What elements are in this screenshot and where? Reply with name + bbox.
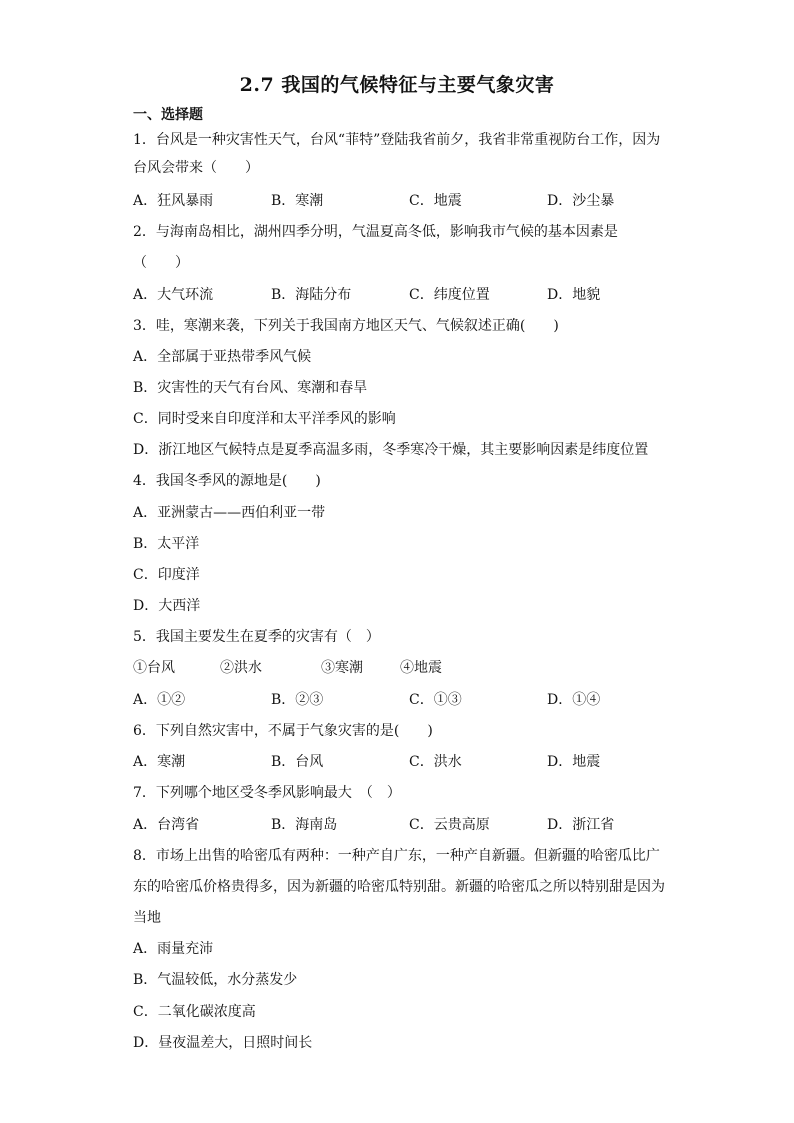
question-2-option-c: C．纬度位置 [409, 287, 490, 303]
question-5-option-a: A．①② [133, 692, 186, 708]
question-3-line-1: 3．哇，寒潮来袭，下列关于我国南方地区天气、气候叙述正确( ) [133, 318, 559, 334]
question-6-option-b: B．台风 [271, 754, 324, 770]
question-2-option-b: B．海陆分布 [271, 287, 352, 303]
question-7-option-b: B．海南岛 [271, 817, 338, 833]
question-8-option-c: C．二氧化碳浓度高 [133, 1004, 256, 1020]
question-3-option-d: D．浙江地区气候特点是夏季高温多雨，冬季寒冷干燥，其主要影响因素是纬度位置 [133, 442, 649, 458]
question-2-line-2: （ ） [133, 255, 189, 271]
page-title: 2.7 我国的气候特征与主要气象灾害 [239, 74, 555, 96]
question-7-option-a: A．台湾省 [133, 817, 200, 833]
question-7-line-1: 7．下列哪个地区受冬季风影响最大 （ ） [133, 785, 401, 801]
question-6-line-1: 6．下列自然灾害中，不属于气象灾害的是( ) [133, 723, 433, 739]
question-8-option-d: D．昼夜温差大，日照时间长 [133, 1035, 313, 1051]
question-4-option-b: B．太平洋 [133, 536, 200, 552]
question-5-item-1: ①台风 [133, 660, 175, 676]
question-8-option-a: A．雨量充沛 [133, 941, 214, 957]
question-1-option-d: D．沙尘暴 [547, 193, 615, 209]
question-5-item-4: ④地震 [400, 660, 442, 676]
question-3-option-b: B．灾害性的天气有台风、寒潮和春旱 [133, 380, 368, 396]
question-5-item-2: ②洪水 [220, 660, 262, 676]
question-4-option-d: D．大西洋 [133, 598, 201, 614]
question-1-option-b: B．寒潮 [271, 193, 324, 209]
question-8-line-2: 东的哈密瓜价格贵得多，因为新疆的哈密瓜特别甜。新疆的哈密瓜之所以特别甜是因为 [133, 879, 665, 895]
question-5-item-3: ③寒潮 [321, 660, 363, 676]
question-6-option-d: D．地震 [547, 754, 601, 770]
question-1-line-2: 台风会带来（ ） [133, 160, 259, 176]
question-8-line-3: 当地 [133, 910, 161, 926]
question-1-line-1: 1．台风是一种灾害性天气，台风“菲特”登陆我省前夕，我省非常重视防台工作，因为 [133, 132, 661, 148]
question-4-option-c: C．印度洋 [133, 567, 200, 583]
section-heading: 一、选择题 [133, 107, 203, 123]
question-1-option-c: C．地震 [409, 193, 462, 209]
question-3-option-c: C．同时受来自印度洋和太平洋季风的影响 [133, 411, 396, 427]
question-1-option-a: A．狂风暴雨 [133, 193, 214, 209]
question-6-option-c: C．洪水 [409, 754, 462, 770]
question-7-option-d: D．浙江省 [547, 817, 615, 833]
question-4-line-1: 4．我国冬季风的源地是( ) [133, 473, 321, 489]
question-4-option-a: A．亚洲蒙古——西伯利亚一带 [133, 505, 326, 521]
question-5-line-1: 5．我国主要发生在夏季的灾害有（ ） [133, 629, 380, 645]
question-7-option-c: C．云贵高原 [409, 817, 490, 833]
question-6-option-a: A．寒潮 [133, 754, 186, 770]
question-2-option-a: A．大气环流 [133, 287, 214, 303]
question-2-line-1: 2．与海南岛相比，湖州四季分明，气温夏高冬低，影响我市气候的基本因素是 [133, 224, 618, 240]
question-5-option-d: D．①④ [547, 692, 601, 708]
question-8-line-1: 8．市场上出售的哈密瓜有两种：一种产自广东，一种产自新疆。但新疆的哈密瓜比广 [133, 848, 660, 864]
question-5-option-c: C．①③ [409, 692, 462, 708]
question-8-option-b: B．气温较低，水分蒸发少 [133, 972, 298, 988]
question-3-option-a: A．全部属于亚热带季风气候 [133, 349, 312, 365]
question-2-option-d: D．地貌 [547, 287, 601, 303]
question-5-option-b: B．②③ [271, 692, 324, 708]
